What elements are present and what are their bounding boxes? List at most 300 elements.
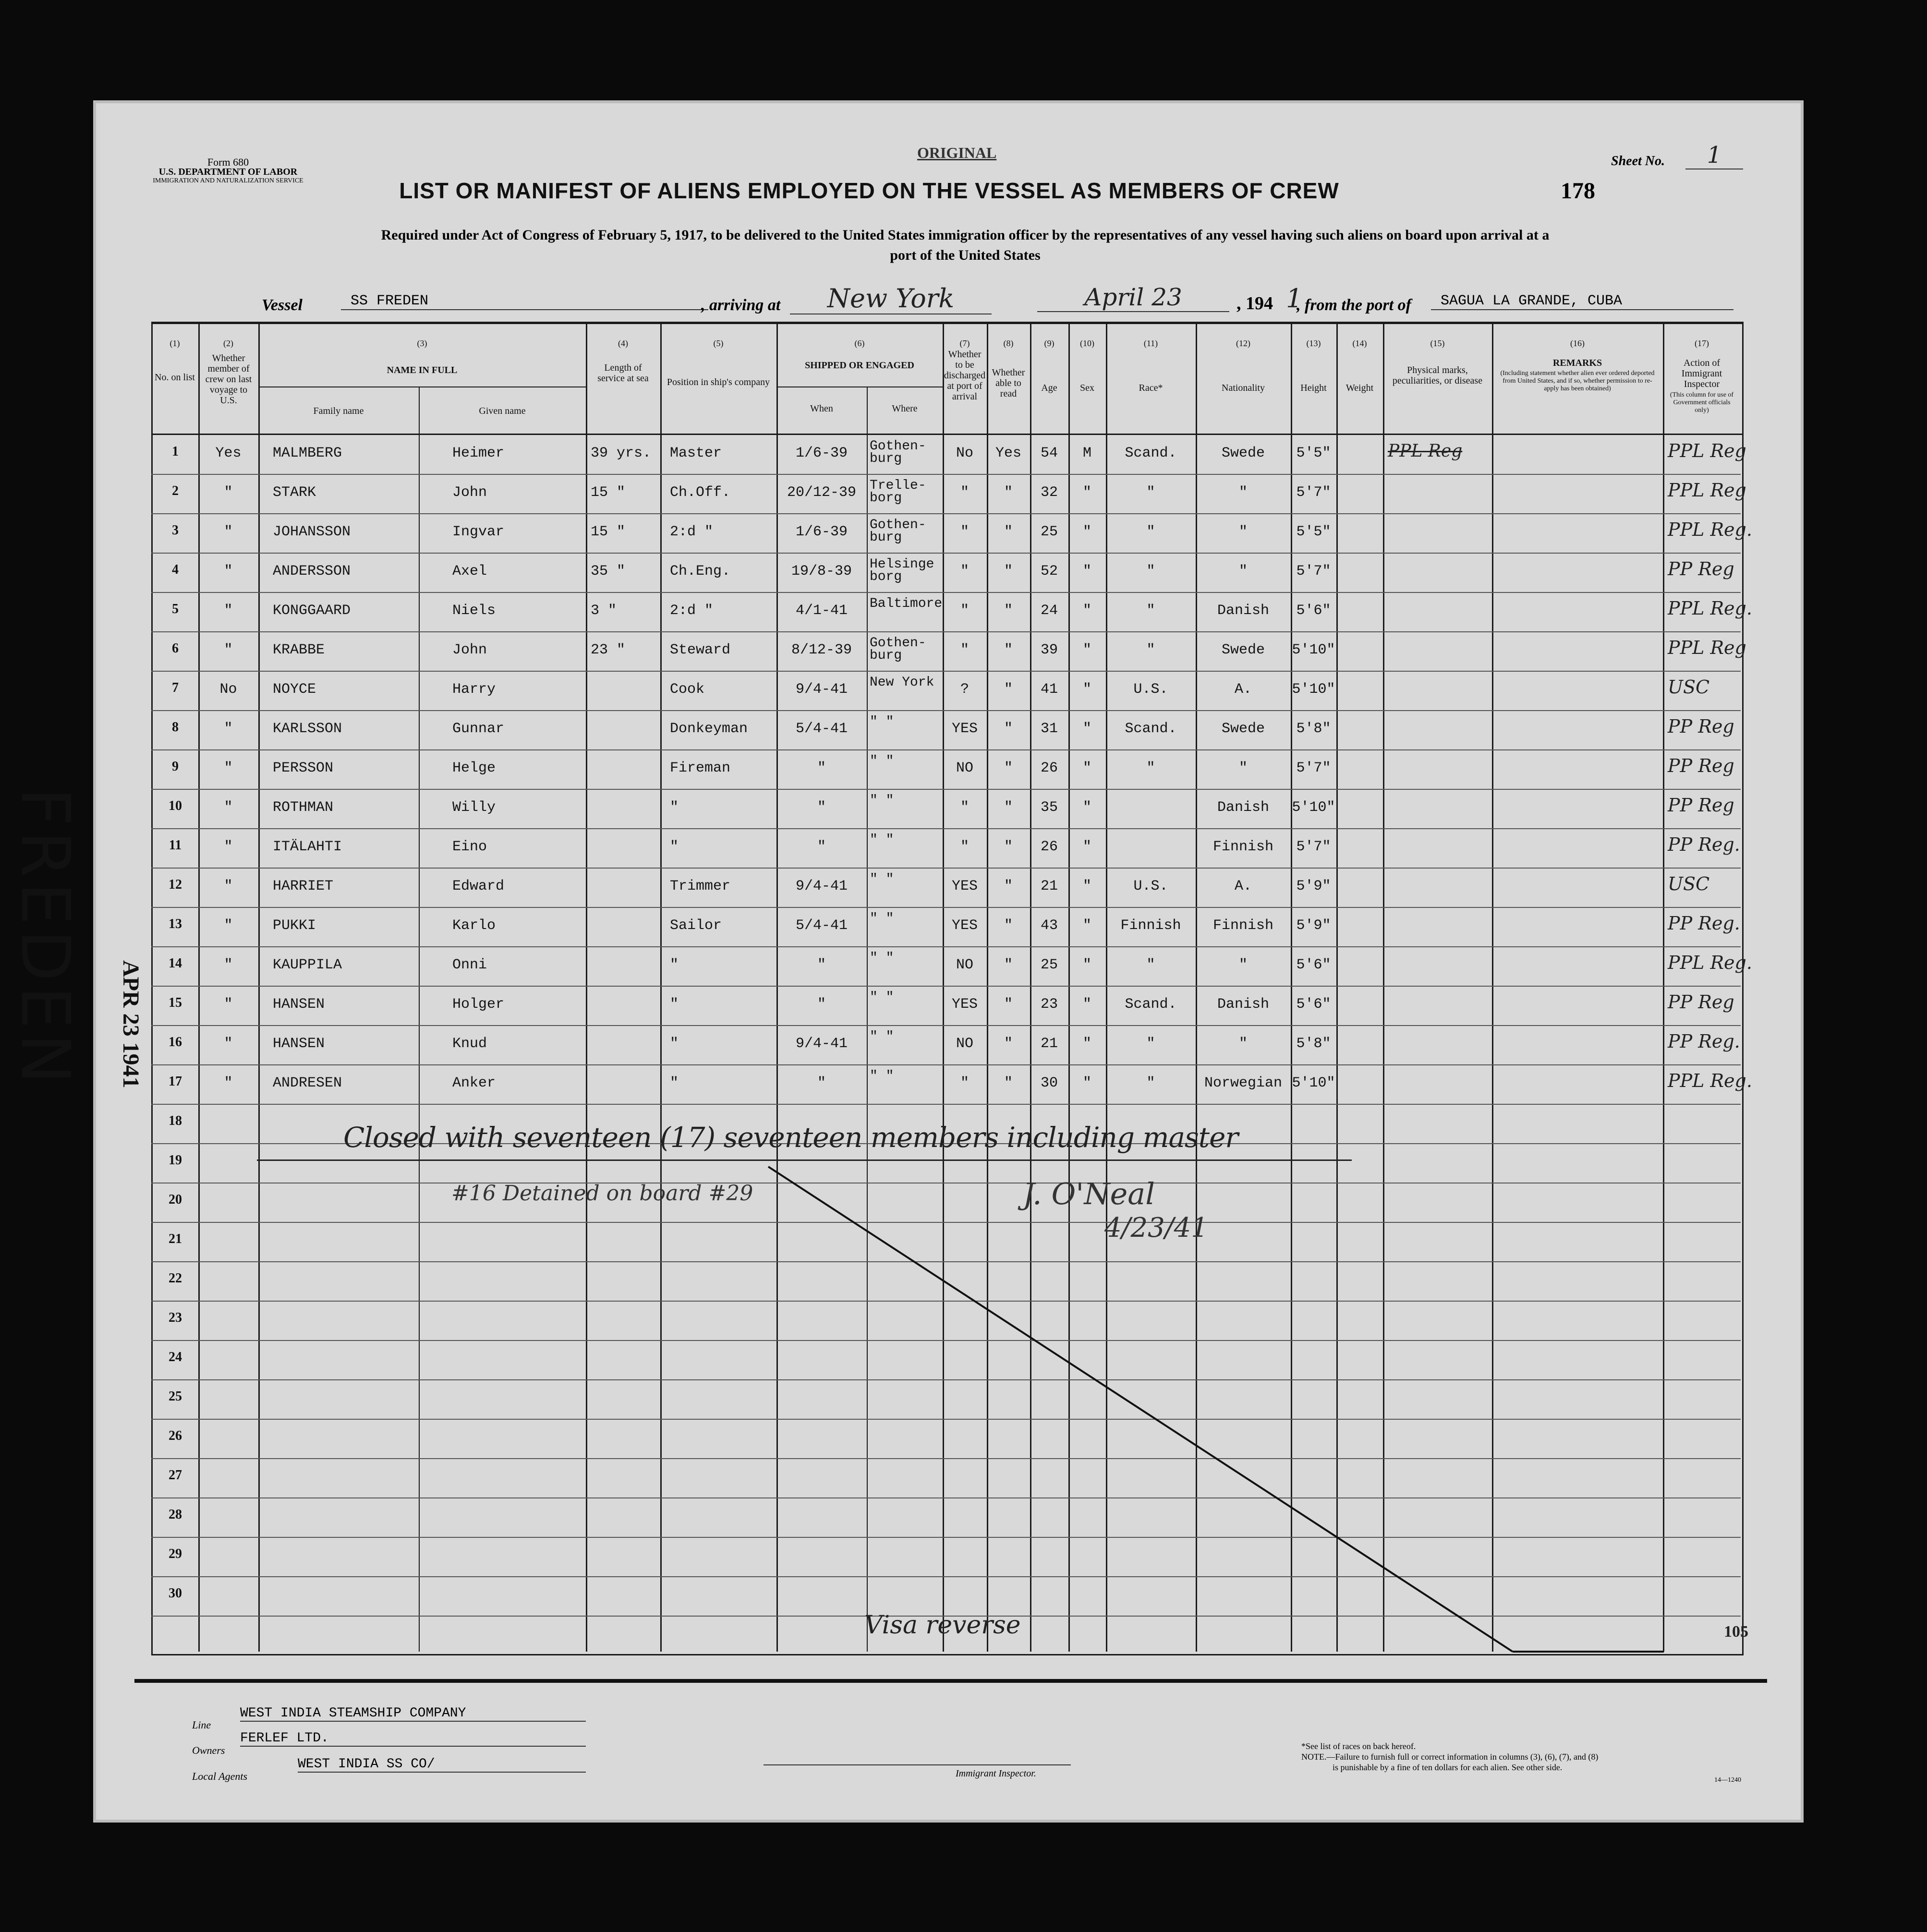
col-num-7: (7) xyxy=(959,338,970,348)
footer-note-3: is punishable by a fine of ten dollars for each alien. See other side. xyxy=(1333,1763,1563,1772)
shipped-where-cell: " " xyxy=(870,951,894,966)
age-cell: 30 xyxy=(1040,1075,1058,1091)
height-cell: 5'6" xyxy=(1296,996,1331,1013)
family-name-cell: JOHANSSON xyxy=(273,524,351,540)
race-cell: " xyxy=(1146,760,1155,776)
footer-note-2: NOTE.—Failure to furnish full or correct information in columns (3), (6), (7), and (8) xyxy=(1301,1752,1599,1762)
sex-cell: " xyxy=(1082,878,1091,894)
col-header-family-name: Family name xyxy=(313,406,364,416)
given-name-cell: Karlo xyxy=(452,918,496,934)
given-name-cell: Willy xyxy=(452,799,496,816)
original-stamp: ORIGINAL xyxy=(917,144,997,161)
sex-cell: " xyxy=(1082,603,1091,619)
position-cell: Fireman xyxy=(670,760,731,776)
position-cell: " xyxy=(670,1036,679,1052)
race-cell: U.S. xyxy=(1133,681,1168,698)
col-header-race: Race* xyxy=(1139,383,1163,393)
col-header-no: No. on list xyxy=(155,372,195,383)
col-header-remarks: REMARKS xyxy=(1552,358,1602,368)
row-number: 25 xyxy=(169,1389,182,1404)
col-header-nationality: Nationality xyxy=(1222,383,1265,393)
race-cell: " xyxy=(1146,524,1155,540)
inspector-signature: J. O'Neal xyxy=(1023,1176,1155,1211)
height-cell: 5'5" xyxy=(1296,445,1331,461)
nationality-cell: Finnish xyxy=(1212,839,1274,855)
age-cell: 26 xyxy=(1040,839,1058,855)
row-number: 22 xyxy=(169,1271,182,1286)
shipped-when-cell: 5/4-41 xyxy=(795,918,848,934)
position-cell: Ch.Off. xyxy=(670,484,731,501)
position-cell: Cook xyxy=(670,681,705,698)
able-to-read-cell: " xyxy=(1004,1036,1013,1052)
nationality-cell: " xyxy=(1238,563,1248,580)
col-header-read: Whether able to read xyxy=(992,367,1025,399)
last-voyage-cell: " xyxy=(224,839,233,855)
detained-note: #16 Detained on board #29 xyxy=(451,1181,753,1206)
service-cell: 15 " xyxy=(591,484,626,501)
race-cell: Scand. xyxy=(1125,721,1177,737)
discharged-cell: " xyxy=(960,603,969,619)
col-num-15: (15) xyxy=(1430,338,1445,348)
family-name-cell: NOYCE xyxy=(273,681,316,698)
owners-label: Owners xyxy=(192,1744,225,1756)
position-cell: " xyxy=(670,957,679,973)
discharged-cell: YES xyxy=(951,878,978,894)
given-name-cell: Knud xyxy=(452,1036,487,1052)
service-cell: 15 " xyxy=(591,524,626,540)
row-number: 30 xyxy=(169,1586,182,1601)
inspector-action-cell: PPL Reg xyxy=(1668,440,1746,461)
age-cell: 52 xyxy=(1040,563,1058,580)
given-name-cell: Gunnar xyxy=(452,721,505,737)
sex-cell: " xyxy=(1082,524,1091,540)
discharged-cell: YES xyxy=(951,918,978,934)
agents-label: Local Agents xyxy=(192,1770,248,1782)
row-number: 23 xyxy=(169,1310,182,1325)
able-to-read-cell: " xyxy=(1004,878,1013,894)
height-cell: 5'9" xyxy=(1296,918,1331,934)
agents-value: WEST INDIA SS CO/ xyxy=(298,1757,586,1773)
arrival-port: New York xyxy=(790,283,992,314)
service-cell: 39 yrs. xyxy=(591,445,652,461)
inspector-action-cell: PP Reg xyxy=(1668,991,1734,1013)
age-cell: 31 xyxy=(1040,721,1058,737)
shipped-where-cell: Trelle- borg xyxy=(870,478,926,506)
inspector-action-cell: PPL Reg. xyxy=(1668,519,1752,540)
position-cell: Ch.Eng. xyxy=(670,563,731,580)
age-cell: 25 xyxy=(1040,957,1058,973)
row-number: 4 xyxy=(172,562,179,577)
nationality-cell: Danish xyxy=(1217,799,1270,816)
col-num-14: (14) xyxy=(1352,338,1367,348)
row-number: 7 xyxy=(172,680,179,695)
shipped-where-cell: " " xyxy=(870,990,894,1005)
last-voyage-cell: " xyxy=(224,484,233,501)
row-number: 17 xyxy=(169,1074,182,1089)
margin-vessel-name: FREDEN xyxy=(6,787,84,1089)
row-number: 9 xyxy=(172,759,179,774)
nationality-cell: Swede xyxy=(1221,642,1265,658)
line-value: WEST INDIA STEAMSHIP COMPANY xyxy=(240,1706,586,1722)
col-num-5: (5) xyxy=(713,338,724,348)
shipped-where-cell: " " xyxy=(870,872,894,887)
row-number: 28 xyxy=(169,1507,182,1522)
given-name-cell: Ingvar xyxy=(452,524,505,540)
family-name-cell: KRABBE xyxy=(273,642,325,658)
race-cell: " xyxy=(1146,603,1155,619)
margin-date-stamp: APR 23 1941 xyxy=(118,960,144,1088)
closing-diagonal-line xyxy=(96,103,1801,1820)
col-header-when: When xyxy=(810,403,833,414)
last-voyage-cell: " xyxy=(224,603,233,619)
height-cell: 5'10" xyxy=(1292,681,1335,698)
discharged-cell: " xyxy=(960,524,969,540)
race-cell: " xyxy=(1146,642,1155,658)
race-cell: " xyxy=(1146,1075,1155,1091)
shipped-where-cell: " " xyxy=(870,911,894,926)
row-number: 15 xyxy=(169,995,182,1010)
family-name-cell: KARLSSON xyxy=(273,721,342,737)
shipped-when-cell: 9/4-41 xyxy=(795,681,848,698)
nationality-cell: " xyxy=(1238,1036,1248,1052)
year-prefix: , 194 xyxy=(1236,293,1273,314)
shipped-when-cell: 8/12-39 xyxy=(791,642,852,658)
race-cell: Finnish xyxy=(1120,918,1181,934)
family-name-cell: PERSSON xyxy=(273,760,334,776)
shipped-when-cell: 19/8-39 xyxy=(791,563,852,580)
sex-cell: " xyxy=(1082,1075,1091,1091)
sex-cell: " xyxy=(1082,563,1091,580)
age-cell: 41 xyxy=(1040,681,1058,698)
position-cell: " xyxy=(670,996,679,1013)
row-number: 16 xyxy=(169,1035,182,1050)
col-header-remarks-note: (Including statement whether alien ever ordered deported from United States, and if so, whether permission to re-apply has been obtained) xyxy=(1500,370,1655,392)
shipped-where-cell: Gothen- burg xyxy=(870,636,926,663)
col-header-weight: Weight xyxy=(1345,383,1374,393)
col-num-10: (10) xyxy=(1080,338,1094,348)
shipped-when-cell: " xyxy=(817,1075,826,1091)
row-number: 27 xyxy=(169,1468,182,1483)
height-cell: 5'7" xyxy=(1296,839,1331,855)
col-num-12: (12) xyxy=(1236,338,1250,348)
last-voyage-cell: " xyxy=(224,563,233,580)
height-cell: 5'10" xyxy=(1292,1075,1335,1091)
shipped-when-cell: 1/6-39 xyxy=(795,524,848,540)
sex-cell: " xyxy=(1082,839,1091,855)
position-cell: Master xyxy=(670,445,722,461)
family-name-cell: ROTHMAN xyxy=(273,799,334,816)
row-number: 8 xyxy=(172,720,179,735)
sex-cell: " xyxy=(1082,799,1091,816)
age-cell: 39 xyxy=(1040,642,1058,658)
form-number: Form 680 xyxy=(207,156,249,168)
subtitle-line-1: Required under Act of Congress of February 5, 1917, to be delivered to the United States immigration officer by the representatives of any vessel having such aliens on board upon arrival at a xyxy=(381,227,1550,243)
col-num-8: (8) xyxy=(1003,338,1014,348)
family-name-cell: STARK xyxy=(273,484,316,501)
nationality-cell: Norwegian xyxy=(1204,1075,1283,1091)
line-label: Line xyxy=(192,1719,211,1731)
height-cell: 5'7" xyxy=(1296,484,1331,501)
last-voyage-cell: " xyxy=(224,642,233,658)
shipped-where-cell: Baltimore xyxy=(870,596,943,611)
height-cell: 5'9" xyxy=(1296,878,1331,894)
sex-cell: " xyxy=(1082,484,1091,501)
family-name-cell: PUKKI xyxy=(273,918,316,934)
discharged-cell: " xyxy=(960,563,969,580)
family-name-cell: MALMBERG xyxy=(273,445,342,461)
able-to-read-cell: " xyxy=(1004,918,1013,934)
race-cell: " xyxy=(1146,563,1155,580)
service-name: IMMIGRATION AND NATURALIZATION SERVICE xyxy=(153,177,303,184)
manifest-sheet xyxy=(96,103,1801,1820)
nationality-cell: A. xyxy=(1234,878,1252,894)
able-to-read-cell: " xyxy=(1004,721,1013,737)
port-label: , from the port of xyxy=(1297,296,1411,314)
col-header-discharged: Whether to be discharged at port of arrival xyxy=(944,349,986,402)
position-cell: Trimmer xyxy=(670,878,731,894)
shipped-when-cell: " xyxy=(817,957,826,973)
given-name-cell: Harry xyxy=(452,681,496,698)
row-number: 2 xyxy=(172,483,179,498)
sex-cell: " xyxy=(1082,918,1091,934)
visa-reverse-note: Visa reverse xyxy=(864,1611,1021,1640)
inspector-label: Immigrant Inspector. xyxy=(956,1768,1036,1779)
inspector-action-cell: USC xyxy=(1668,676,1710,698)
given-name-cell: Anker xyxy=(452,1075,496,1091)
height-cell: 5'7" xyxy=(1296,760,1331,776)
row-number: 3 xyxy=(172,523,179,538)
nationality-cell: A. xyxy=(1234,681,1252,698)
position-cell: 2:d " xyxy=(670,603,714,619)
family-name-cell: HANSEN xyxy=(273,996,325,1013)
shipped-when-cell: 9/4-41 xyxy=(795,1036,848,1052)
col-header-where: Where xyxy=(892,403,918,414)
col-header-physical-marks: Physical marks, peculiarities, or disease xyxy=(1392,365,1483,386)
position-cell: Donkeyman xyxy=(670,721,748,737)
sex-cell: " xyxy=(1082,1036,1091,1052)
discharged-cell: YES xyxy=(951,996,978,1013)
inspector-action-cell: PP Reg xyxy=(1668,716,1734,737)
shipped-when-cell: " xyxy=(817,799,826,816)
age-cell: 43 xyxy=(1040,918,1058,934)
inspector-action-cell: PP Reg. xyxy=(1668,1031,1740,1052)
shipped-when-cell: " xyxy=(817,996,826,1013)
col-num-2: (2) xyxy=(223,338,233,348)
last-voyage-cell: " xyxy=(224,799,233,816)
inspector-action-cell: PP Reg. xyxy=(1668,913,1740,934)
origin-port: SAGUA LA GRANDE, CUBA xyxy=(1431,293,1733,310)
shipped-when-cell: 4/1-41 xyxy=(795,603,848,619)
age-cell: 21 xyxy=(1040,878,1058,894)
discharged-cell: " xyxy=(960,799,969,816)
inspector-action-cell: PPL Reg. xyxy=(1668,1070,1752,1091)
page-stamp: 105 xyxy=(1724,1623,1748,1641)
shipped-when-cell: 20/12-39 xyxy=(787,484,857,501)
race-cell: " xyxy=(1146,484,1155,501)
sex-cell: " xyxy=(1082,642,1091,658)
position-cell: " xyxy=(670,799,679,816)
arriving-label: , arriving at xyxy=(701,296,781,314)
family-name-cell: ANDERSSON xyxy=(273,563,351,580)
given-name-cell: Holger xyxy=(452,996,505,1013)
service-cell: 23 " xyxy=(591,642,626,658)
inspector-action-cell: PPL Reg xyxy=(1668,637,1746,658)
family-name-cell: ITÄLAHTI xyxy=(273,839,342,855)
discharged-cell: No xyxy=(956,445,973,461)
shipped-when-cell: " xyxy=(817,839,826,855)
col-num-4: (4) xyxy=(618,338,628,348)
given-name-cell: Edward xyxy=(452,878,505,894)
nationality-cell: " xyxy=(1238,524,1248,540)
last-voyage-cell: " xyxy=(224,524,233,540)
nationality-cell: Swede xyxy=(1221,721,1265,737)
family-name-cell: HARRIET xyxy=(273,878,334,894)
height-cell: 5'10" xyxy=(1292,642,1335,658)
col-num-11: (11) xyxy=(1143,338,1158,348)
row-number: 29 xyxy=(169,1546,182,1561)
last-voyage-cell: " xyxy=(224,760,233,776)
row-number: 24 xyxy=(169,1350,182,1364)
col-header-shipped: SHIPPED OR ENGAGED xyxy=(805,360,914,371)
last-voyage-cell: " xyxy=(224,721,233,737)
col-num-1: (1) xyxy=(170,338,180,348)
discharged-cell: NO xyxy=(956,1036,973,1052)
race-cell: Scand. xyxy=(1125,445,1177,461)
age-cell: 23 xyxy=(1040,996,1058,1013)
able-to-read-cell: " xyxy=(1004,524,1013,540)
col-header-inspector: Action of Immigrant Inspector xyxy=(1681,358,1722,389)
able-to-read-cell: " xyxy=(1004,839,1013,855)
closing-statement: Closed with seventeen (17) seventeen members including master xyxy=(343,1121,1238,1154)
last-voyage-cell: " xyxy=(224,1075,233,1091)
last-voyage-cell: Yes xyxy=(215,445,242,461)
shipped-where-cell: Helsinge borg xyxy=(870,557,934,584)
shipped-where-cell: " " xyxy=(870,1029,894,1044)
col-header-given-name: Given name xyxy=(479,406,526,416)
given-name-cell: Eino xyxy=(452,839,487,855)
family-name-cell: KONGGAARD xyxy=(273,603,351,619)
sex-cell: M xyxy=(1082,445,1091,461)
inspector-action-cell: USC xyxy=(1668,873,1710,894)
race-cell: " xyxy=(1146,1036,1155,1052)
col-header-age: Age xyxy=(1041,383,1057,393)
given-name-cell: Niels xyxy=(452,603,496,619)
col-num-9: (9) xyxy=(1044,338,1054,348)
col-header-service: Length of service at sea xyxy=(597,362,649,384)
row-number: 19 xyxy=(169,1153,182,1168)
given-name-cell: John xyxy=(452,484,487,501)
col-header-inspector-note: (This column for use of Government officials only) xyxy=(1670,391,1734,414)
nationality-cell: " xyxy=(1238,760,1248,776)
shipped-where-cell: New York xyxy=(870,675,934,690)
family-name-cell: HANSEN xyxy=(273,1036,325,1052)
race-cell: Scand. xyxy=(1125,996,1177,1013)
able-to-read-cell: " xyxy=(1004,681,1013,698)
age-cell: 25 xyxy=(1040,524,1058,540)
shipped-where-cell: " " xyxy=(870,1069,894,1084)
row-number: 14 xyxy=(169,956,182,971)
inspector-action-cell: PP Reg xyxy=(1668,558,1734,580)
age-cell: 35 xyxy=(1040,799,1058,816)
able-to-read-cell: " xyxy=(1004,799,1013,816)
subtitle-line-2: port of the United States xyxy=(890,247,1041,263)
position-cell: Sailor xyxy=(670,918,722,934)
able-to-read-cell: " xyxy=(1004,563,1013,580)
page-number: 178 xyxy=(1561,178,1595,204)
signature-date: 4/23/41 xyxy=(1104,1212,1208,1244)
row-number: 1 xyxy=(172,444,179,459)
given-name-cell: Onni xyxy=(452,957,487,973)
row-number: 26 xyxy=(169,1428,182,1443)
shipped-when-cell: 1/6-39 xyxy=(795,445,848,461)
able-to-read-cell: " xyxy=(1004,603,1013,619)
given-name-cell: Axel xyxy=(452,563,487,580)
shipped-where-cell: " " xyxy=(870,793,894,808)
inspector-action-cell: PPL Reg. xyxy=(1668,598,1752,619)
last-voyage-cell: " xyxy=(224,1036,233,1052)
age-cell: 26 xyxy=(1040,760,1058,776)
given-name-cell: Heimer xyxy=(452,445,505,461)
nationality-cell: Danish xyxy=(1217,996,1270,1013)
position-cell: " xyxy=(670,839,679,855)
vessel-name: SS FREDEN xyxy=(341,293,708,310)
col-header-name: NAME IN FULL xyxy=(387,365,458,375)
shipped-where-cell: " " xyxy=(870,714,894,729)
col-header-sex: Sex xyxy=(1080,383,1094,393)
family-name-cell: KAUPPILA xyxy=(273,957,342,973)
col-num-16: (16) xyxy=(1570,338,1585,348)
row-number: 20 xyxy=(169,1192,182,1207)
given-name-cell: John xyxy=(452,642,487,658)
discharged-cell: NO xyxy=(956,957,973,973)
row-number: 12 xyxy=(169,877,182,892)
able-to-read-cell: " xyxy=(1004,996,1013,1013)
sex-cell: " xyxy=(1082,760,1091,776)
row-number: 21 xyxy=(169,1232,182,1246)
height-cell: 5'8" xyxy=(1296,721,1331,737)
sheet-number: 1 xyxy=(1685,142,1743,169)
able-to-read-cell: " xyxy=(1004,484,1013,501)
col-num-6: (6) xyxy=(854,338,865,348)
physical-marks-cell: PPL Reg xyxy=(1388,441,1463,461)
last-voyage-cell: " xyxy=(224,996,233,1013)
row-number: 5 xyxy=(172,602,179,616)
sex-cell: " xyxy=(1082,681,1091,698)
height-cell: 5'6" xyxy=(1296,603,1331,619)
shipped-when-cell: " xyxy=(817,760,826,776)
col-header-height: Height xyxy=(1300,383,1327,393)
inspector-action-cell: PP Reg. xyxy=(1668,834,1740,855)
discharged-cell: " xyxy=(960,642,969,658)
position-cell: " xyxy=(670,1075,679,1091)
able-to-read-cell: Yes xyxy=(995,445,1021,461)
age-cell: 21 xyxy=(1040,1036,1058,1052)
shipped-where-cell: Gothen- burg xyxy=(870,518,926,545)
row-number: 11 xyxy=(169,838,182,853)
service-cell: 3 " xyxy=(591,603,617,619)
nationality-cell: Finnish xyxy=(1212,918,1274,934)
last-voyage-cell: No xyxy=(219,681,237,698)
col-num-17: (17) xyxy=(1695,338,1709,348)
row-number: 10 xyxy=(169,798,182,813)
inspector-action-cell: PP Reg xyxy=(1668,795,1734,816)
sheet-label: Sheet No. xyxy=(1611,154,1665,169)
able-to-read-cell: " xyxy=(1004,760,1013,776)
height-cell: 5'8" xyxy=(1296,1036,1331,1052)
age-cell: 24 xyxy=(1040,603,1058,619)
shipped-when-cell: 5/4-41 xyxy=(795,721,848,737)
given-name-cell: Helge xyxy=(452,760,496,776)
